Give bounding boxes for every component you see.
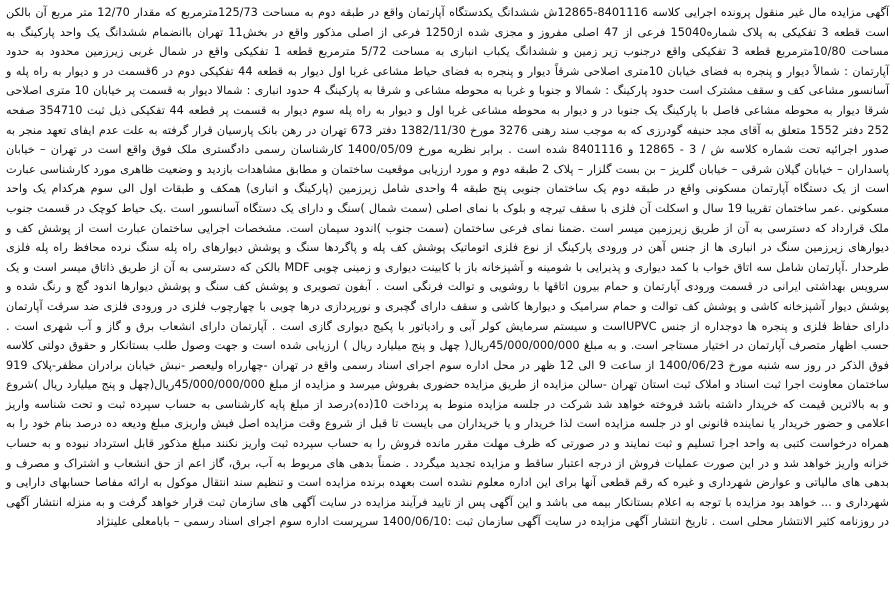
auction-notice-text: آگهی مزایده مال غیر منقول پرونده اجرایی کلاسه 8401116-12865ش ششدانگ یکدستگاه آپارتمان واقع در طبقه دوم به مساحت 125/73مترمربع که مقدار 12/70 متر مربع آن بالکن است قطعه 3 تفکیکی به پلاک شماره15040 فرعی از 47 اصلی مفروز و مجزی شده از1250 فرعی از اصلی مذکور واقع در بخش11 تهران باانضمام ششدانگ یک واحد پارکینگ به مساحت 10/80مترمربع قطعه 3 تفکیکی واقع درجنوب زیر زمین و ششدانگ یکباب انباری به مساحت 5/72 مترمربع قطعه 1 تفکیکی واقع در شمال غربی زیرزمین محدود به حدود آپارتمان : شمالاً دیوار و پنجره به فضای خیابان 10متری اصلاحی شرقاً دیوار و پنجره به فضای حیاط مشاعی غربا اول دیوار به قطعه 44 تفکیکی دوم در 6قسمت در و دیوار به راه پله و آسانسور مشاعی کف و سقف مشترک است حدود پارکینگ : شمالا و جنوبا و غربا به محوطه مشاعی و شرقا به پارکینگ 4 حدود انباری : شمالا دیوار به قسمت پر خیابان 10 متری اصلاحی شرقا دیوار به محوطه مشاعی فاصل با پارکینگ یک جنوبا در و دیوار به محوطه مشاعی غربا اول و دیوار به راه پله سوم دیوار به قسمت پر قطعه 44 تفکیکی ذیل ثبت 354710 صفحه 252 دفتر 1552 متعلق به آقای مجد حنیفه گودرزی که به موجب سند رهنی 3276 مورخ 1382/11/30 دفتر 673 تهران در رهن بانک پارسیان قرار گرفته به علت عدم ایفای تعهد منجر به صدور اجرائیه تحت شماره کلاسه ش / 3 - 12865 و 8401116 شده است . برابر نظریه مورخ 1400/05/09 کارشناسان رسمی دادگستری ملک فوق واقع است در تهران – خیابان پاسداران – خیابان گیلان شرقی – خیابان گلریز – بن بست گلزار – پلاک 2 طبقه دوم و مورد ارزیابی موقعیت ساختمان و مطابق مشاهدات بازدید و وضعیت ظاهری مورد کارشناسی عبارت است از یک دستگاه آپارتمان مسکونی واقع در طبقه دوم یک ساختمان جنوبی پنج طبقه 4 واحدی شامل زیرزمین (پارکینگ و انباری) همکف و طبقات اول الی سوم هرکدام یک واحد مسکونی .عمر ساختمان تقریبا 19 سال و اسکلت آن فلزی با سقف تیرچه و بلوک با نمای اصلی (سمت شمال )سنگ و دارای یک دستگاه آسانسور است .یک حیاط کوچک در قسمت جنوب ملک قرارداد که دسترسی به آن از طریق زیرزمین میسر است .ضمنا نمای فرعی ساختمان (سمت جنوب )اندود سیمان است. مشخصات اجرایی ساختمان عبارت است از پوشش کف و دیوارهای زیرزمین سنگ در انباری ها از جنس آهن در ورودی پارکینگ از نوع فلزی اتوماتیک پوشش کف پله و پاگردها سنگ و پوشش دیوارهای راه پله سنگ نرده محافظ راه پله فلزی طرحدار .آپارتمان شامل سه اتاق خواب با کمد دیواری و پذیرایی با شومینه و آشپزخانه باز با کابینت دیواری و زمینی چوبی MDF بالکن که دسترسی به آن از طریق ذاتاق میسر است و یک سرویس بهداشتی ایرانی در قسمت ورودی آپارتمان و حمام بیرون اتاقها با روشویی و توالت فرنگی است . آبفون تصویری و پوشش کف سنگ و پوشش دیوارها اندود گچ و رنگ شده و پوشش دیوار آشپزخانه کاشی و پوشش کف توالت و حمام سرامیک و دیوارها کاشی و سقف دارای گچبری و نورپردازی درها چوبی با چهارچوب فلزی در ورودی فلزی ضد سرقت آپارتمان دارای حفاظ فلزی و پنجره ها دوجداره از جنس UPVCاست و سیستم سرمایش کولر آبی و رادیاتور با پکیج دیواری گازی است . آپارتمان دارای انشعاب برق و گاز و آب شهری است . حسب اظهار متصرف آپارتمان در اختیار مستاجر است. و به مبلغ 45/000/000/000ریال( چهل و پنج میلیارد ریال ) ارزیابی شده است و جهت وصول طلب بستانکار و حقوق دولتی کلاسه فوق الذکر در روز سه شنبه مورخ 1400/06/23 از ساعت 9 الی 12 ظهر در محل اداره سوم اجرای اسناد رسمی واقع در تهران -چهارراه ولیعصر -نبش خیابان برادران مظفر-پلاک 919 ساختمان معاونت اجرا ثبت اسناد و املاک ثبت استان تهران -سالن مزایده از طریق مزایده حضوری بفروش میرسد و مزایده از مبلغ 45/000/000/000ریال(چهل و پنج میلیارد ریال )شروع و به بالاترین قیمت که خریدار داشته باشد فروخته خواهد شد شرکت در جلسه مزایده منوط به پرداخت 10(ده)درصد از مبلغ پایه کارشناسی به حساب سپرده ثبت و تحت شناسه واریز اعلامی و حضور خریدار یا نماینده قانونی او در جلسه مزایده است لذا خریدار و یا خریداران می بایست تا قبل از شروع وقت مزایده اصل فیش واریزی مبلغ ودیعه ده درصد بنام خود را به همراه درخواست کتبی به واحد اجرا تسلیم و ثبت نمایند و در صورتی که ظرف مهلت مقرر مانده فروش را به حساب سپرده ثبت واریز نکنند مبلغ مذکور قابل استرداد نبوده و به حساب خزانه واریز خواهد شد و در این صورت عملیات فروش از درجه اعتبار ساقط و مزایده تجدید میگردد . ضمناً بدهی های مربوط به آب، برق، گاز اعم از حق انشعاب و اشتراک و مصرف و بدهی های مالیاتی و عوارض شهرداری و غیره که رقم قطعی آنها برای این اداره معلوم نشده است بعهده برنده مزایده است و تنظیم سند انتقال موکول به ارائه مفاصا حسابهای دارایی و شهرداری و ... خواهد بود مزایده با توجه به اعلام بستانکار بیمه می باشد و این آگهی پس از تایید فرآیند مزایده در سایت آگهی های سازمان ثبت قرار خواهد گرفت و به منزله انتشار آگهی در روزنامه کثیر الانتشار محلی است . تاریخ انتشار آگهی مزایده در سایت آگهی سازمان ثبت :1400/06/10 سرپرست اداره سوم اجرای اسناد رسمی – بابامعلی علینژاد: [6, 6, 890, 529]
